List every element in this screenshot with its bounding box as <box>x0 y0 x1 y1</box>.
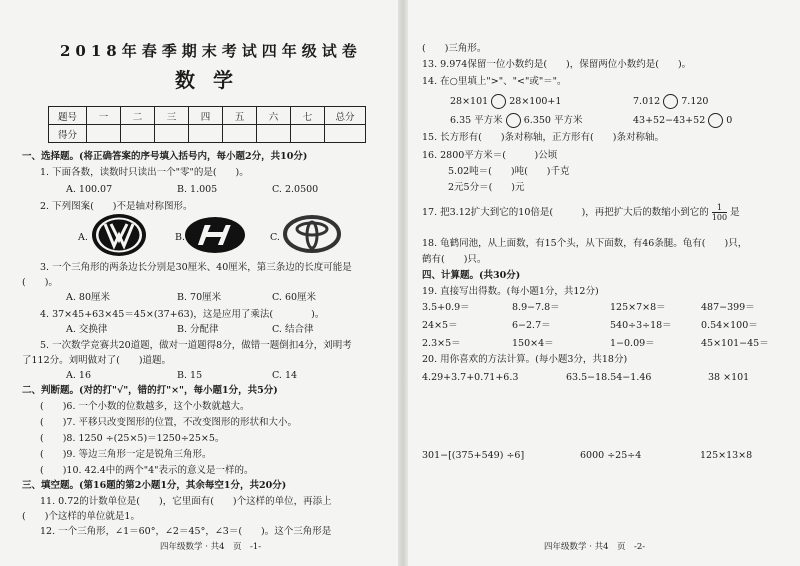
calc-item: 8.9−7.8＝ <box>512 302 560 313</box>
compare-circle-icon[interactable] <box>491 94 506 109</box>
compare-row-4 <box>633 113 732 128</box>
question-17-text: 17. 把3.12扩大到它的10倍是( )，再把扩大后的数缩小到它的 <box>422 207 709 218</box>
calc-item: 540÷3÷18＝ <box>610 320 672 331</box>
toyota-logo-icon <box>283 214 341 254</box>
compare-circle-icon[interactable] <box>708 113 723 128</box>
score-cell: 五 <box>223 107 257 125</box>
q2-option-b: B. <box>175 232 186 243</box>
method-calc-item: 125×13×8 <box>700 450 753 461</box>
q5-option-c: C. 14 <box>272 370 298 381</box>
question-18-line1: 18. 龟鹤同池，从上面数，有15个头，从下面数，有46条腿。龟有( )只， <box>422 238 748 249</box>
exam-title: 2018年春季期末考试四年级试卷 <box>60 42 362 60</box>
judge-8: ( )8. 1250 ÷(25×5)＝1250÷25×5。 <box>40 433 225 444</box>
q3-option-b: B. 70厘米 <box>177 292 222 303</box>
question-12-cont: ( )三角形。 <box>422 43 487 54</box>
compare-row-3 <box>450 113 582 128</box>
score-table <box>48 106 366 143</box>
score-cell: 七 <box>291 107 325 125</box>
question-4: 4. 37×45+63×45＝45×(37+63)，这是应用了乘法( )。 <box>40 309 325 320</box>
q5-option-a: A. 16 <box>66 370 91 381</box>
question-17 <box>422 203 740 222</box>
score-input[interactable] <box>223 125 257 143</box>
score-cell: 一 <box>87 107 121 125</box>
method-calc-item: 6000 ÷25÷4 <box>580 450 642 461</box>
calc-item: 150×4＝ <box>512 338 554 349</box>
score-input[interactable] <box>155 125 189 143</box>
q3-option-a: A. 80厘米 <box>66 292 110 303</box>
question-14: 14. 在○里填上">"、"<"或"＝"。 <box>422 76 567 87</box>
page-footer: 四年级数学 · 共4 页 -1- <box>160 542 262 552</box>
q4-option-b: B. 分配律 <box>177 324 219 335</box>
score-value-row <box>49 125 366 143</box>
method-calc-item: 301−[(375+549) ÷6] <box>422 450 525 461</box>
compare-left: 6.35 平方米 <box>450 115 503 126</box>
compare-row-2 <box>633 94 708 109</box>
question-5-line2: 了112分。刘明做对了( )道题。 <box>22 355 172 366</box>
compare-left: 7.012 <box>633 96 661 107</box>
q1-option-b: B. 1.005 <box>177 184 218 195</box>
question-19: 19. 直接写出得数。(每小题1分，共12分) <box>422 286 599 297</box>
fraction-denominator: 100 <box>711 213 728 222</box>
compare-right: 0 <box>726 115 733 126</box>
calc-item: 487−399＝ <box>701 302 755 313</box>
q1-option-c: C. 2.0500 <box>272 184 319 195</box>
calc-item: 1−0.09＝ <box>610 338 655 349</box>
calc-item: 45×101−45＝ <box>701 338 769 349</box>
compare-left: 43+52−43+52 <box>633 115 706 126</box>
score-input[interactable] <box>325 125 366 143</box>
compare-right: 7.120 <box>681 96 709 107</box>
q2-option-a: A. <box>78 232 88 243</box>
score-input[interactable] <box>189 125 223 143</box>
vw-logo-icon <box>90 213 148 257</box>
fraction-numerator: 1 <box>712 203 727 213</box>
question-13: 13. 9.974保留一位小数约是( )，保留两位小数约是( )。 <box>422 59 692 70</box>
compare-circle-icon[interactable] <box>663 94 678 109</box>
q2-option-c: C. <box>270 232 280 243</box>
score-input[interactable] <box>257 125 291 143</box>
section2-header: 二、判断题。(对的打"√"，错的打"×"，每小题1分，共5分) <box>22 385 278 396</box>
question-20: 20. 用你喜欢的方法计算。(每小题3分，共18分) <box>422 354 628 365</box>
calc-item: 24×5＝ <box>422 320 458 331</box>
score-input[interactable] <box>291 125 325 143</box>
q1-option-a: A. 100.07 <box>66 184 113 195</box>
section4-header: 四、计算题。(共30分) <box>422 270 521 281</box>
score-header-row <box>49 107 366 125</box>
judge-7: ( )7. 平移只改变图形的位置，不改变图形的形状和大小。 <box>40 417 297 428</box>
judge-6: ( )6. 一个小数的位数越多，这个小数就越大。 <box>40 401 250 412</box>
fraction <box>712 203 727 222</box>
calc-item: 6−2.7＝ <box>512 320 551 331</box>
compare-left: 28×101 <box>450 96 489 107</box>
score-cell: 题号 <box>49 107 87 125</box>
subject-title: 数学 <box>175 68 251 92</box>
question-16-line2: 5.02吨＝( )吨( )千克 <box>448 166 570 177</box>
score-input[interactable] <box>87 125 121 143</box>
question-11-line2: ( )个这样的单位就是1。 <box>22 511 140 522</box>
question-3-line1: 3. 一个三角形的两条边长分别是30厘米、40厘米，第三条边的长度可能是 <box>40 262 352 273</box>
method-calc-item: 63.5−18.54−1.46 <box>566 372 652 383</box>
section1-header: 一、选择题。(将正确答案的序号填入括号内，每小题2分，共10分) <box>22 151 308 162</box>
question-16: 16. 2800平方米＝( )公顷 <box>422 150 558 161</box>
compare-row-1 <box>450 94 561 109</box>
calc-item: 125×7×8＝ <box>610 302 666 313</box>
question-12: 12. 一个三角形，∠1＝60°，∠2＝45°，∠3＝( )。这个三角形是 <box>40 526 332 537</box>
question-16-line3: 2元5分＝( )元 <box>448 182 525 193</box>
q5-option-b: B. 15 <box>177 370 203 381</box>
compare-right: 6.350 平方米 <box>523 115 583 126</box>
question-3-line2: ( )。 <box>22 277 58 288</box>
question-1: 1. 下面各数，读数时只读出一个"零"的是( )。 <box>40 167 249 178</box>
calc-item: 2.3×5＝ <box>422 338 461 349</box>
question-5-line1: 5. 一次数学竞赛共20道题，做对一道题得8分，做错一题倒扣4分，刘明考 <box>40 340 352 351</box>
right-page <box>408 0 800 566</box>
hyundai-logo-icon <box>184 216 246 254</box>
section3-header: 三、填空题。(第16题的第2小题1分，其余每空1分，共20分) <box>22 480 287 491</box>
method-calc-item: 4.29+3.7+0.71+6.3 <box>422 372 519 383</box>
question-15: 15. 长方形有( )条对称轴，正方形有( )条对称轴。 <box>422 132 664 143</box>
q3-option-c: C. 60厘米 <box>272 292 317 303</box>
judge-9: ( )9. 等边三角形一定是锐角三角形。 <box>40 449 212 460</box>
compare-circle-icon[interactable] <box>506 113 521 128</box>
score-input[interactable] <box>121 125 155 143</box>
q4-option-a: A. 交换律 <box>66 324 108 335</box>
page-footer: 四年级数学 · 共4 页 -2- <box>544 542 646 552</box>
score-cell: 得分 <box>49 125 87 143</box>
question-11-line1: 11. 0.72的计数单位是( )，它里面有( )个这样的单位，再添上 <box>40 496 332 507</box>
judge-10: ( )10. 42.4中的两个"4"表示的意义是一样的。 <box>40 465 254 476</box>
question-17-end: 是 <box>730 207 740 218</box>
compare-right: 28×100+1 <box>509 96 562 107</box>
calc-item: 0.54×100＝ <box>701 320 758 331</box>
method-calc-item: 38 ×101 <box>708 372 750 383</box>
question-2: 2. 下列图案( )不是轴对称图形。 <box>40 201 193 212</box>
calc-item: 3.5+0.9＝ <box>422 302 470 313</box>
score-cell: 二 <box>121 107 155 125</box>
score-cell: 三 <box>155 107 189 125</box>
q4-option-c: C. 结合律 <box>272 324 314 335</box>
score-cell: 四 <box>189 107 223 125</box>
question-18-line2: 鹤有( )只。 <box>422 254 487 265</box>
score-cell: 六 <box>257 107 291 125</box>
score-cell: 总分 <box>325 107 366 125</box>
